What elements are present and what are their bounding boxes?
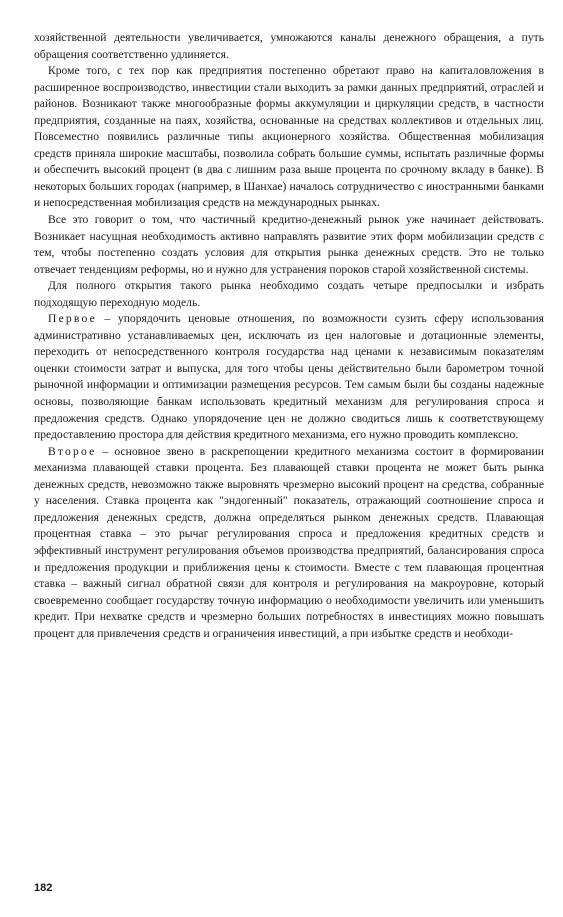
paragraph-5-body: – упорядочить ценовые отношения, по возможности сузить сферу использования административно устанавливаемых цен, исключать из цен налоговые и дотационные элементы, переходить от непосредственного контроля государства над ценами к независимым показателям оценки стоимости затрат и выпуска, для того чтобы цены действительно были барометром точной рыночной информации и оптимизации размещения ресурсов. Тем самым были бы созданы надежные основы, позволяющие банкам использовать кредитный механизм для регулирования спроса и предложения средств. Однако упорядочение цен не должно сводиться лишь к соответствующему предоставлению простора для действия кредитного механизма, его нужно проводить комплексно.	[34, 312, 544, 442]
paragraph-2: Кроме того, с тех пор как предприятия постепенно обретают право на капиталовложения в расширенное воспроизводство, инвестиции стали выходить за рамки данных предприятий, отраслей и районов. Возникают также многообразные формы аккумуляции и циркуляции средств, в частности предприятия, созданные на паях, хозяйства, основанные на средствах коллективов и отдельных лиц. Повсеместно появились различные типы акционерного хозяйства. Общественная мобилизация средств приняла широкие масштабы, позволила собрать большие суммы, испытать различные формы и обеспечить высокий процент (в два с лишним раза выше процента по срочному вкладу в банке). В некоторых больших городах (например, в Шанхае) началось сотрудничество с иностранными банками и непосредственная мобилизация средств на международных рынках.	[34, 64, 544, 210]
paragraph-6	[34, 444, 544, 643]
page-number: 182	[34, 882, 53, 894]
paragraph-5	[34, 311, 544, 443]
paragraph-6-body: – основное звено в раскрепощении кредитного механизма состоит в формировании механизма плавающей ставки процента. Без плавающей ставки процента не может быть рынка денежных средств, невозможно также выровнять чрезмерно высокий процент на средства, собранные у населения. Ставка процента как "эндогенный" показатель, отражающий соотношение спроса и предложения денежных средств, должна определяться рынком денежных средств. Плавающая процентная ставка – это рычаг регулирования спроса и предложения кредитных средств и эффективный инструмент регулирования объемов производства предприятий, балансирования спроса и предложения продукции и приближения цены к стоимости. Вместе с тем плавающая процентная ставка – важный сигнал обратной связи для контроля и регулирования на макроуровне, который своевременно сообщает государству точную информацию о необходимости увеличить или уменьшить кредит. При нехватке средств и чрезмерно больших потребностях в инвестициях можно повышать процент для привлечения средств и ограничения инвестиций, а при избытке средств и необходи-	[34, 444, 544, 640]
paragraph-5-lead: Первое	[48, 312, 97, 326]
paragraph-6-lead: Второе	[48, 444, 97, 458]
paragraph-1: хозяйственной деятельности увеличивается, умножаются каналы денежного обращения, а путь обращения соответственно удлиняется.	[34, 31, 544, 61]
paragraph-3: Все это говорит о том, что частичный кредитно-денежный рынок уже начинает действовать. Возникает насущная необходимость активно направлять развитие этих форм мобилизации средств с тем, чтобы постепенно создать условия для открытия рынка денежных средств. Это не только отвечает тенденциям реформы, но и нужно для устранения пороков старой хозяйственной системы.	[34, 213, 544, 276]
paragraph-4: Для полного открытия такого рынка необходимо создать четыре предпосылки и избрать подходящую переходную модель.	[34, 279, 544, 309]
page-text-column	[34, 30, 544, 642]
